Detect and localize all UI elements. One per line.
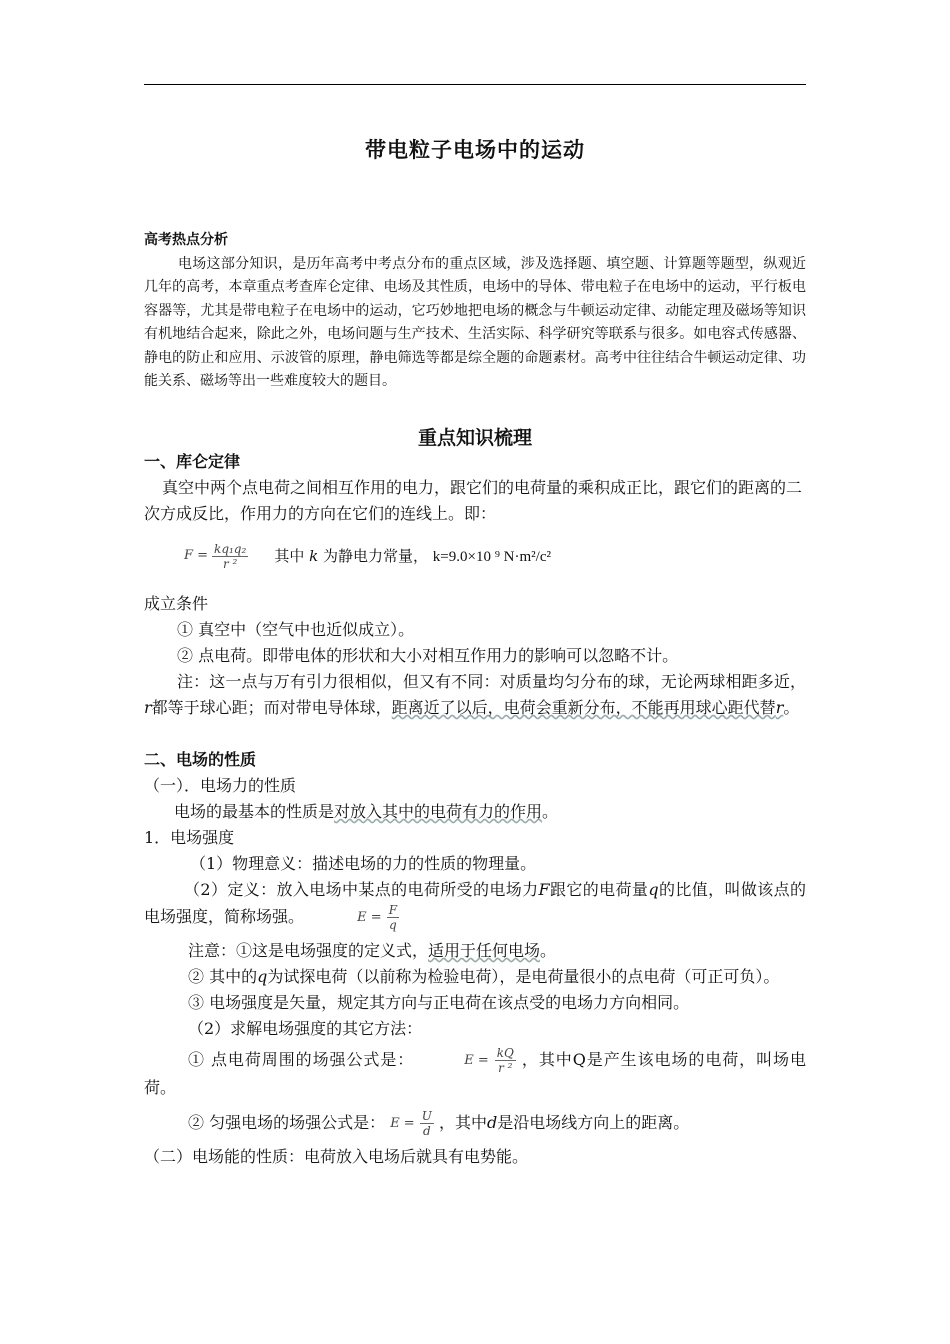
note-r1: r bbox=[144, 698, 152, 717]
note1-end: 。 bbox=[540, 941, 557, 960]
field-basic bbox=[144, 799, 806, 825]
field-item1: 1．电场强度 bbox=[144, 828, 235, 847]
note-val: k=9.0×10 ⁹ N·m²/c² bbox=[432, 548, 551, 565]
basic-pre: 电场的最基本的性质是 bbox=[174, 802, 335, 821]
note1-ul: 适用于任何电场 bbox=[428, 941, 541, 960]
m2-b: ，其中 bbox=[439, 1113, 488, 1132]
field-method2 bbox=[144, 1109, 806, 1138]
m1-b: ，其中Q是产生该电场的电荷，叫场电荷。 bbox=[144, 1050, 806, 1097]
knowledge-title: 重点知识梳理 bbox=[417, 427, 532, 449]
basic-ul: 对放入其中的电荷有力的作用 bbox=[334, 802, 543, 821]
coulomb-formula-lhs: F = bbox=[184, 548, 209, 563]
field-p2 bbox=[144, 877, 806, 932]
f2-fraction bbox=[495, 1046, 516, 1075]
coulomb-formula-num: kq₁q₂ bbox=[214, 541, 247, 556]
field-heading: 二、电场的性质 bbox=[144, 750, 257, 769]
p2-b: 跟它的电荷量 bbox=[549, 880, 649, 899]
m2-a: ② 匀强电场的场强公式是： bbox=[188, 1113, 386, 1132]
hot-section bbox=[144, 229, 806, 394]
note2-a: ② 其中的 bbox=[188, 967, 258, 986]
coulomb-constant-note bbox=[274, 543, 551, 570]
f1-den: q bbox=[389, 918, 397, 932]
coulomb-formula-row bbox=[144, 527, 806, 585]
field-note3: ③ 电场强度是矢量，规定其方向与正电荷在该点受的电场力方向相同。 bbox=[188, 993, 690, 1012]
note1-a: 注意：①这是电场强度的定义式， bbox=[188, 941, 429, 960]
note-end: 。 bbox=[783, 698, 800, 717]
f1-num: F bbox=[388, 903, 398, 917]
coulomb-formula-fraction bbox=[212, 542, 248, 571]
note2-q: q bbox=[257, 967, 268, 986]
coulomb-paragraph: 真空中两个点电荷之间相互作用的电力，跟它们的电荷量的乘积成正比，跟它们的距离的二次方成反比，作用力的方向在它们的连线上。即： bbox=[144, 478, 803, 523]
f3-num: U bbox=[421, 1109, 432, 1123]
hot-paragraph: 电场这部分知识，是历年高考中考点分布的重点区域，涉及选择题、填空题、计算题等题型，纵观近几年的高考，本章重点考查库仑定律、电场及其性质，电场中的导体、带电粒子在电场中的运动，平行板电容器等，尤其是带电粒子在电场中的运动，它巧妙地把电场的概念与牛顿运动定律、动能定理及磁场等知识有机地结合起来，除此之外，电场问题与生产技术、生活实际、科学研究等联系与很多。如电容式传感器、静电的防止和应用、示波管的原理，静电筛选等都是综全题的命题素材。高考中往往结合牛顿运动定律、功能关系、磁场等出一些难度较大的题目。 bbox=[144, 255, 806, 389]
f3-fraction bbox=[420, 1109, 434, 1138]
conditions-label: 成立条件 bbox=[144, 594, 209, 613]
note-b: 都等于球心距；而对带电导体球， bbox=[151, 698, 392, 717]
field-p3: （2）求解电场强度的其它方法： bbox=[188, 1019, 423, 1038]
f1-lhs: E = bbox=[357, 909, 382, 925]
note-pre: 其中 bbox=[274, 546, 305, 565]
f1-fraction bbox=[387, 903, 399, 932]
f3-den: d bbox=[423, 1124, 431, 1138]
p2-F: F bbox=[538, 880, 550, 899]
field-note2 bbox=[144, 964, 806, 990]
note-a: 注：这一点与万有引力很相似，但又有不同：对质量均匀分布的球，无论两球相距多近， bbox=[177, 672, 806, 691]
coulomb-note bbox=[144, 669, 806, 721]
doc-title: 带电粒子电场中的运动 bbox=[365, 138, 585, 162]
f2-den: r ² bbox=[498, 1061, 513, 1075]
p2-c: 的比值，叫做该点的电场强度，简称场强。 bbox=[144, 880, 806, 926]
note-mid: 为静电力常量， bbox=[322, 546, 428, 565]
note-r2: r bbox=[775, 698, 784, 717]
note-c: 距离近了以后，电荷会重新分布，不能再用球心距代替 bbox=[391, 698, 776, 717]
f2-lhs: E = bbox=[464, 1052, 489, 1068]
m2-c: 是沿电场线方向上的距离。 bbox=[497, 1113, 690, 1132]
header-rule bbox=[144, 84, 806, 85]
note-k: k bbox=[309, 546, 319, 565]
section-coulomb bbox=[144, 449, 806, 721]
p2-a: （2）定义：放入电场中某点的电荷所受的电场力 bbox=[184, 880, 539, 899]
field-p1: （1）物理意义：描述电场的力的性质的物理量。 bbox=[190, 854, 537, 873]
m1-a: ① 点电荷周围的场强公式是： bbox=[188, 1050, 415, 1069]
note2-b: 为试探电荷（以前称为检验电荷），是电荷量很小的点电荷（可正可负）。 bbox=[267, 967, 780, 986]
condition-1: ① 真空中（空气中也近似成立）。 bbox=[177, 620, 415, 639]
field-note1 bbox=[144, 938, 806, 964]
coulomb-formula-den: r ² bbox=[222, 556, 238, 571]
field-sub1: （一）．电场力的性质 bbox=[144, 776, 297, 795]
p2-q: q bbox=[648, 880, 659, 899]
section-field bbox=[144, 747, 806, 1170]
f2-num: kQ bbox=[496, 1046, 514, 1060]
hot-heading: 高考热点分析 bbox=[144, 232, 228, 248]
m2-d: d bbox=[487, 1113, 498, 1132]
field-sub2: （二）电场能的性质：电荷放入电场后就具有电势能。 bbox=[144, 1147, 529, 1166]
f3-lhs: E = bbox=[390, 1115, 415, 1131]
basic-end: 。 bbox=[542, 802, 559, 821]
coulomb-heading: 一、库仑定律 bbox=[144, 452, 241, 471]
condition-2: ② 点电荷。即带电体的形状和大小对相互作用力的影响可以忽略不计。 bbox=[177, 646, 679, 665]
field-method1 bbox=[144, 1046, 806, 1101]
